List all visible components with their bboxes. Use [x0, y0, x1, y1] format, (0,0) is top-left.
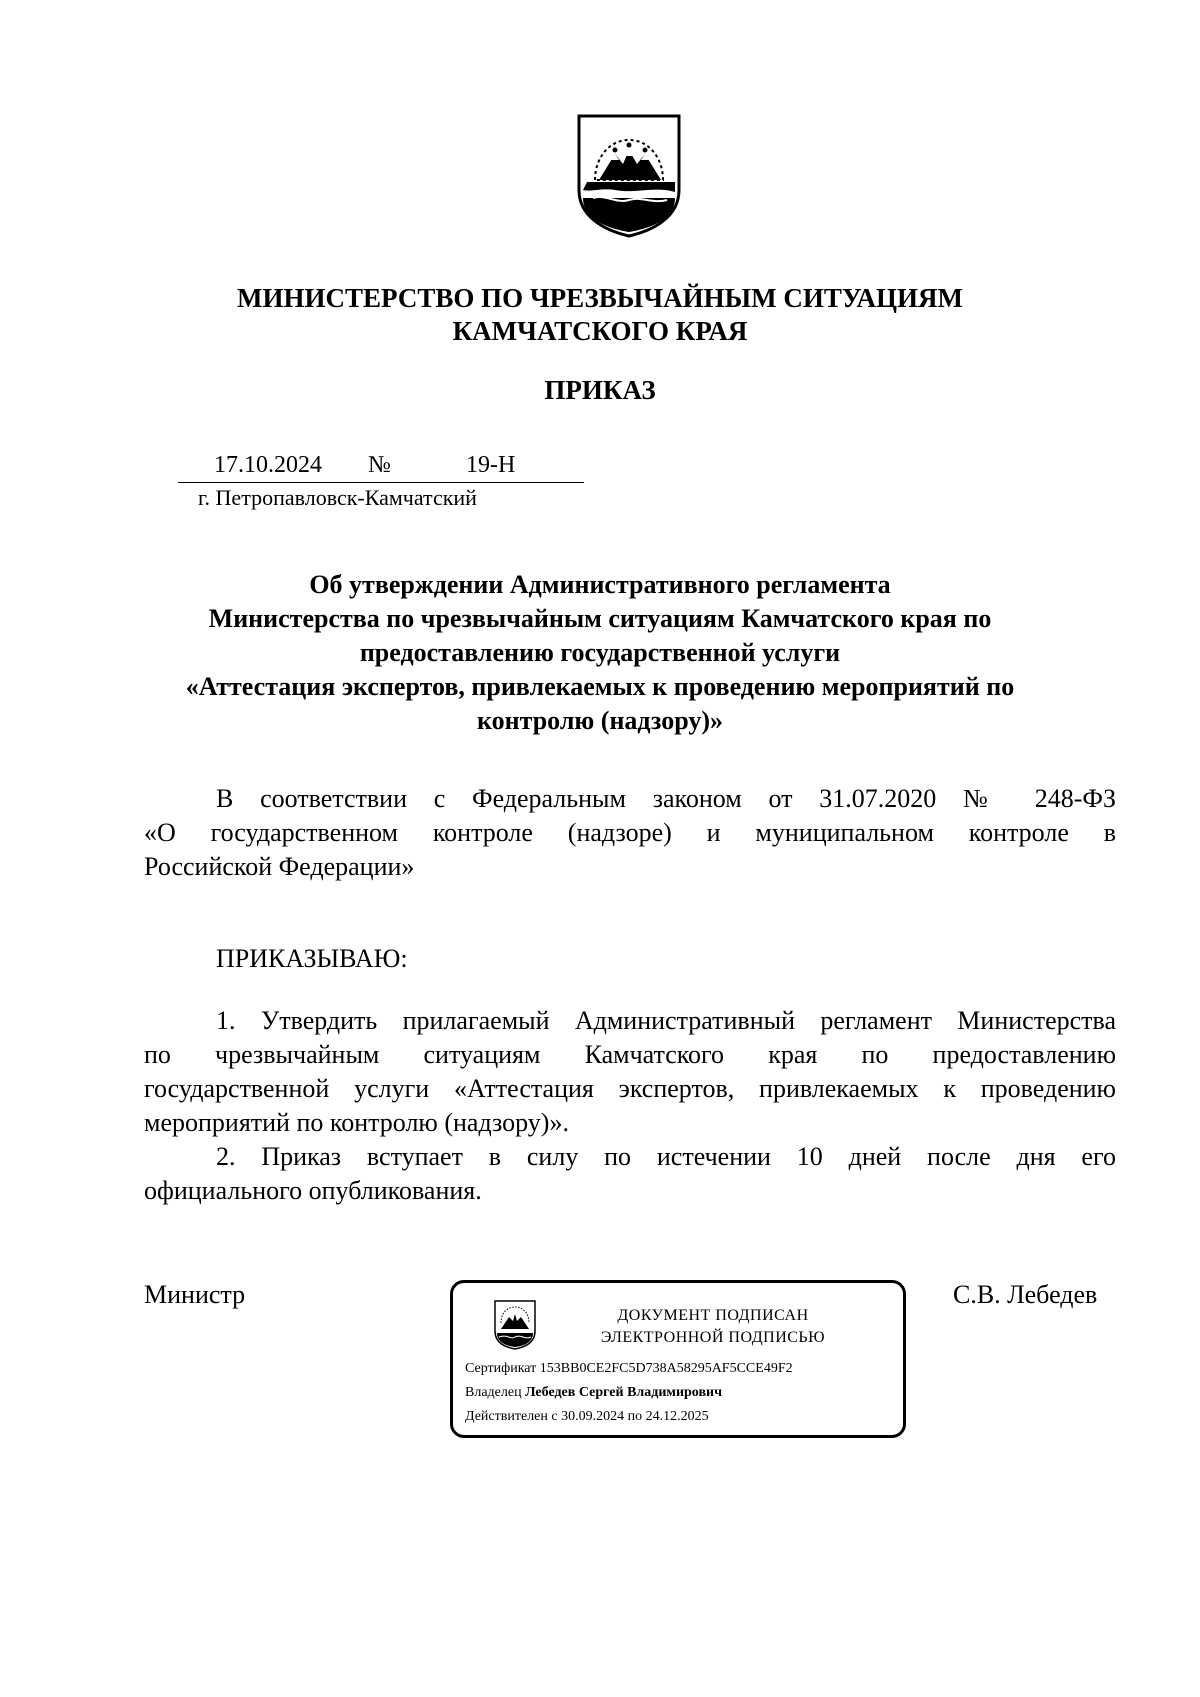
ministry-name-line1: МИНИСТЕРСТВО ПО ЧРЕЗВЫЧАЙНЫМ СИТУАЦИЯМ — [237, 283, 963, 313]
signer-name: С.В. Лебедев — [953, 1280, 1098, 1309]
directive-word: ПРИКАЗЫВАЮ: — [216, 944, 408, 973]
order-number-sign: № — [368, 452, 391, 478]
order-city: г. Петропавловск-Камчатский — [198, 485, 477, 510]
validity-label: Действителен с — [465, 1409, 558, 1424]
kamchatka-coat-of-arms-icon — [575, 112, 683, 238]
order-date: 17.10.2024 — [214, 452, 322, 478]
validity-to: 24.12.2025 — [645, 1409, 709, 1424]
subject-line5: контролю (надзору)» — [477, 706, 723, 735]
preamble-line3: Российской Федерации» — [144, 852, 415, 881]
owner-label: Владелец — [465, 1385, 522, 1400]
preamble-line1: В соответствии с Федеральным законом от 31.07.2020 № 248-ФЗ — [216, 784, 1116, 813]
item2-line2: официального опубликования. — [144, 1176, 482, 1205]
ministry-name — [150, 282, 1050, 348]
preamble-paragraph — [144, 782, 1116, 884]
stamp-heading-line1: ДОКУМЕНТ ПОДПИСАН — [617, 1307, 809, 1324]
stamp-certificate-row — [465, 1361, 793, 1377]
electronic-signature-stamp — [450, 1280, 906, 1438]
stamp-validity-row — [465, 1409, 709, 1425]
order-number: 19-Н — [466, 452, 516, 478]
stamp-heading — [563, 1305, 863, 1349]
owner-value: Лебедев Сергей Владимирович — [525, 1385, 722, 1400]
certificate-label: Сертификат — [465, 1361, 537, 1376]
item2-line1: 2. Приказ вступает в силу по истечении 10 дней после дня его — [216, 1142, 1116, 1171]
order-date-number-line — [178, 452, 584, 483]
validity-to-label: по — [627, 1409, 643, 1424]
validity-from: 30.09.2024 — [561, 1409, 625, 1424]
ministry-name-line2: КАМЧАТСКОГО КРАЯ — [452, 316, 748, 346]
subject-line2: Министерства по чрезвычайным ситуациям Камчатского края по — [208, 604, 992, 633]
certificate-value: 153BB0CE2FC5D738A58295AF5CCE49F2 — [539, 1361, 793, 1376]
item1-line4: мероприятий по контролю (надзору)». — [144, 1108, 569, 1137]
subject-line1: Об утверждении Административного регламента — [309, 570, 891, 599]
item1-line1: 1. Утвердить прилагаемый Административный регламент Министерства — [216, 1006, 1116, 1035]
subject-line3: предоставлению государственной услуги — [359, 638, 841, 667]
document-type: ПРИКАЗ — [544, 375, 656, 405]
preamble-line2: «О государственном контроле (надзоре) и муниципальном контроле в — [144, 818, 1116, 847]
subject-line4: «Аттестация экспертов, привлекаемых к проведению мероприятий по — [185, 672, 1015, 701]
stamp-heading-line2: ЭЛЕКТРОННОЙ ПОДПИСЬЮ — [600, 1329, 826, 1346]
order-items — [144, 1004, 1116, 1208]
stamp-owner-row — [465, 1385, 722, 1401]
order-subject — [150, 568, 1050, 738]
signer-title: Министр — [144, 1280, 246, 1309]
item1-line2: по чрезвычайным ситуациям Камчатского края по предоставлению — [144, 1040, 1116, 1069]
item1-line3: государственной услуги «Аттестация экспертов, привлекаемых к проведению — [144, 1074, 1116, 1103]
coat-of-arms-small-icon — [493, 1299, 537, 1351]
